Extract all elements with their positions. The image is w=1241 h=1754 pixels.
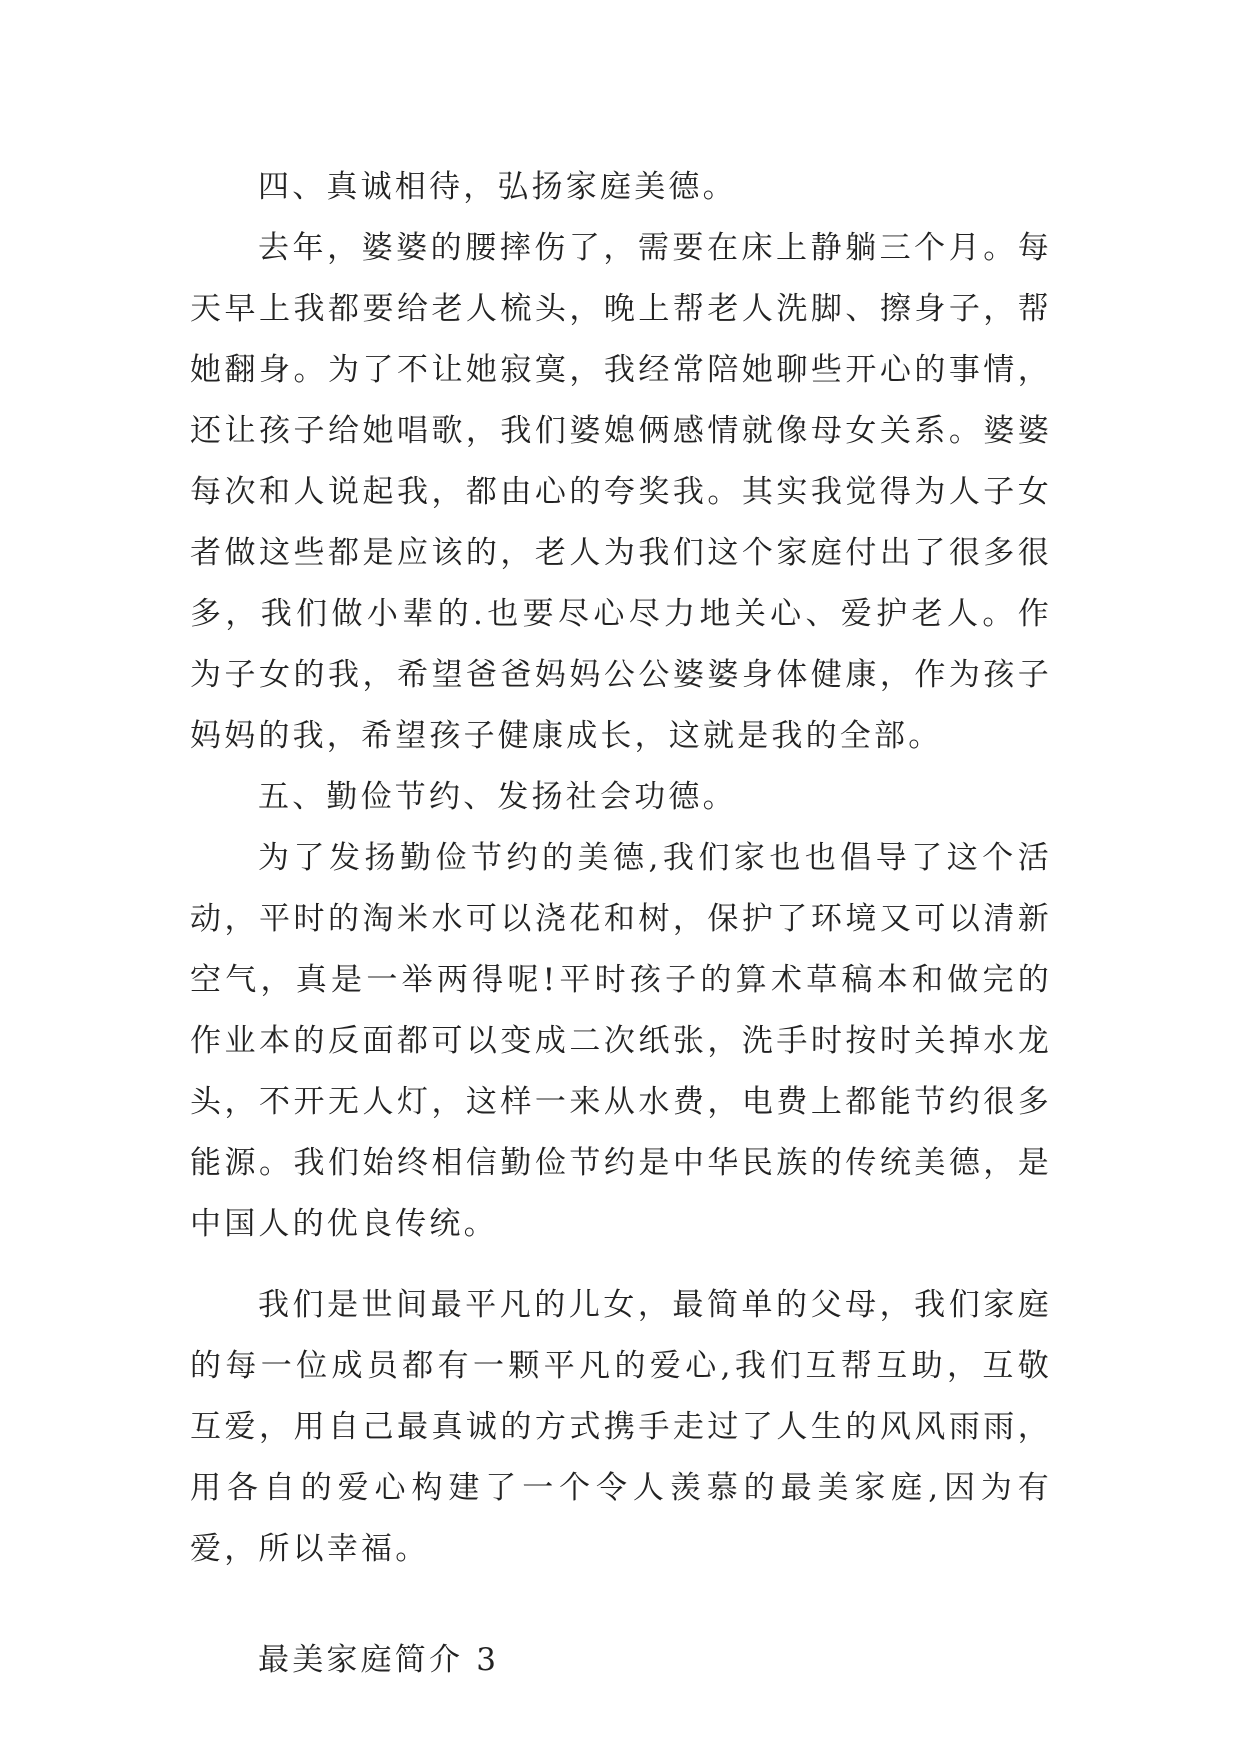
paragraph-caring-for-elders: 去年，婆婆的腰摔伤了，需要在床上静躺三个月。每天早上我都要给老人梳头，晚上帮老人洗脚、擦身子，帮她翻身。为了不让她寂寞，我经常陪她聊些开心的事情，还让孩子给她唱歌，我们婆媳俩感情就像母女关系。婆婆每次和人说起我，都由心的夸奖我。其实我觉得为人子女者做这些都是应该的，老人为我们这个家庭付出了很多很多，我们做小辈的.也要尽心尽力地关心、爱护老人。作为子女的我，希望爸爸妈妈公公婆婆身体健康，作为孩子妈妈的我，希望孩子健康成长，这就是我的全部。 (190, 230, 1052, 754)
paragraph-gap (190, 1255, 1052, 1275)
next-section-title: 最美家庭简介 3 (258, 1642, 500, 1678)
paragraph-thrift: 为了发扬勤俭节约的美德,我们家也也倡导了这个活动，平时的淘米水可以浇花和树，保护了环境又可以清新空气，真是一举两得呢!平时孩子的算术草稿本和做完的作业本的反面都可以变成二次纸张，洗手时按时关掉水龙头，不开无人灯，这样一来从水费，电费上都能节约很多能源。我们始终相信勤俭节约是中华民族的传统美德，是中国人的优良传统。 (190, 840, 1052, 1242)
section-heading-5: 五、勤俭节约、发扬社会功德。 (258, 779, 737, 815)
section-heading-4: 四、真诚相待，弘扬家庭美德。 (258, 169, 737, 205)
document-body (190, 157, 1052, 1691)
paragraph-closing: 我们是世间最平凡的儿女，最简单的父母，我们家庭的每一位成员都有一颗平凡的爱心,我们互帮互助，互敬互爱，用自己最真诚的方式携手走过了人生的风风雨雨，用各自的爱心构建了一个令人羡慕的最美家庭,因为有爱，所以幸福。 (190, 1287, 1052, 1567)
